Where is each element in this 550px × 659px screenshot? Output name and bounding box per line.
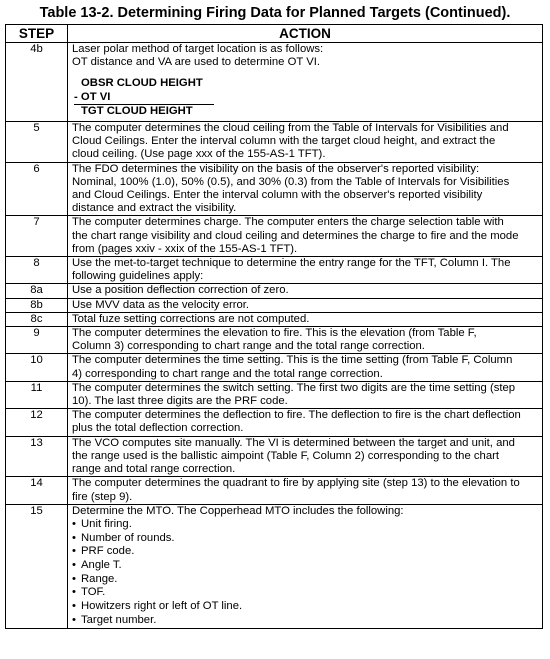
action-line: The computer determines the cloud ceiling from the Table of Intervals for Visibilities and bbox=[72, 122, 509, 135]
list-item: • Number of rounds. bbox=[72, 532, 538, 546]
table-row bbox=[6, 436, 543, 477]
action-line: The VCO computes site manually. The VI is determined between the target and unit, and bbox=[72, 436, 515, 449]
firing-data-table bbox=[5, 24, 543, 629]
action-line: Total fuze setting corrections are not computed. bbox=[72, 312, 310, 325]
formula-line: - OT VI bbox=[74, 91, 214, 105]
table-row bbox=[6, 216, 543, 257]
action-line: The computer determines the deflection to fire. The deflection to fire is the chart deflection bbox=[72, 409, 521, 422]
action-line: and Cloud Ceilings. Enter the interval column with the observer's reported visibility bbox=[72, 189, 483, 202]
action-line: Nominal, 100% (1.0), 50% (0.5), and 30% (0.3) from the Table of Intervals for Visibilities bbox=[72, 175, 510, 188]
action-cell bbox=[68, 409, 543, 436]
step-cell: 5 bbox=[6, 122, 68, 163]
action-cell bbox=[68, 504, 543, 628]
table-title: Table 13-2. Determining Firing Data for Planned Targets (Continued). bbox=[39, 5, 511, 21]
action-line: the range used is the ballistic aimpoint (Table F, Column 2) corresponding to the chart bbox=[72, 449, 499, 462]
action-line: The computer determines the quadrant to fire by applying site (step 13) to the elevation to bbox=[72, 477, 520, 490]
action-line: The computer determines the switch setting. The first two digits are the time setting (step bbox=[72, 381, 516, 394]
action-cell bbox=[68, 43, 543, 122]
action-line: from (pages xxiv - xxix of the 155-AS-1 TFT). bbox=[72, 242, 298, 255]
action-line: Use a position deflection correction of zero. bbox=[72, 284, 289, 297]
step-cell: 15 bbox=[6, 504, 68, 628]
list-item: • Range. bbox=[72, 573, 538, 587]
action-column-header: ACTION bbox=[68, 25, 543, 43]
action-line: OT distance and VA are used to determine OT VI. bbox=[72, 56, 321, 69]
step-cell: 8 bbox=[6, 257, 68, 284]
step-cell: 12 bbox=[6, 409, 68, 436]
action-line: Column 3) corresponding to chart range and the total range correction. bbox=[72, 340, 425, 353]
formula-result: TGT CLOUD HEIGHT bbox=[81, 104, 193, 117]
action-line: The FDO determines the visibility on the basis of the observer's reported visibility: bbox=[72, 162, 480, 175]
action-line: range and total range correction. bbox=[72, 463, 236, 476]
step-cell: 7 bbox=[6, 216, 68, 257]
action-line: Cloud Ceilings. Enter the interval column with the target cloud height, and extract the bbox=[72, 135, 496, 148]
action-cell bbox=[68, 354, 543, 381]
action-line: fire (step 9). bbox=[72, 490, 133, 503]
table-row bbox=[6, 409, 543, 436]
action-cell bbox=[68, 312, 543, 326]
action-cell bbox=[68, 381, 543, 408]
step-cell: 11 bbox=[6, 381, 68, 408]
table-row bbox=[6, 354, 543, 381]
action-line: The computer determines charge. The computer enters the charge selection table with bbox=[72, 216, 504, 229]
step-cell: 14 bbox=[6, 477, 68, 504]
step-cell: 9 bbox=[6, 327, 68, 354]
step-cell: 8c bbox=[6, 312, 68, 326]
table-header-row bbox=[6, 25, 543, 43]
action-cell bbox=[68, 284, 543, 298]
action-line: following guidelines apply: bbox=[72, 270, 204, 283]
table-row bbox=[6, 477, 543, 504]
action-line: The computer determines the elevation to fire. This is the elevation (from Table F, bbox=[72, 327, 477, 340]
action-cell bbox=[68, 298, 543, 312]
action-line: Determine the MTO. The Copperhead MTO includes the following: bbox=[72, 504, 404, 517]
mto-list bbox=[72, 518, 538, 628]
table-row bbox=[6, 298, 543, 312]
action-line: 4) corresponding to chart range and the total range correction. bbox=[72, 367, 383, 380]
action-cell bbox=[68, 327, 543, 354]
action-cell bbox=[68, 436, 543, 477]
step-cell: 8b bbox=[6, 298, 68, 312]
table-row bbox=[6, 122, 543, 163]
action-cell bbox=[68, 162, 543, 216]
step-column-header: STEP bbox=[6, 25, 68, 43]
action-line: Use the met-to-target technique to determine the entry range for the TFT, Column I. The bbox=[72, 257, 511, 270]
action-cell bbox=[68, 257, 543, 284]
action-line: Use MVV data as the velocity error. bbox=[72, 298, 250, 311]
step-cell: 13 bbox=[6, 436, 68, 477]
list-item: • PRF code. bbox=[72, 545, 538, 559]
action-line: cloud ceiling. (Use page xxx of the 155-AS-1 TFT). bbox=[72, 148, 326, 161]
table-row bbox=[6, 504, 543, 628]
table-row bbox=[6, 162, 543, 216]
step-cell: 6 bbox=[6, 162, 68, 216]
action-line: distance and extract the visibility. bbox=[72, 202, 237, 215]
table-row bbox=[6, 284, 543, 298]
table-row bbox=[6, 327, 543, 354]
action-line: the chart range visibility and cloud ceiling and determines the charge to fire and the mode bbox=[72, 229, 519, 242]
formula-line: OBSR CLOUD HEIGHT bbox=[81, 77, 203, 90]
list-item: • TOF. bbox=[72, 586, 538, 600]
table-row bbox=[6, 312, 543, 326]
action-cell bbox=[68, 216, 543, 257]
table-row bbox=[6, 257, 543, 284]
action-line: 10). The last three digits are the PRF code. bbox=[72, 395, 288, 408]
list-item: • Howitzers right or left of OT line. bbox=[72, 600, 538, 614]
table-row bbox=[6, 381, 543, 408]
step-cell: 8a bbox=[6, 284, 68, 298]
action-cell bbox=[68, 477, 543, 504]
table-row bbox=[6, 43, 543, 122]
action-cell bbox=[68, 122, 543, 163]
action-line: The computer determines the time setting. This is the time setting (from Table F, Column bbox=[72, 354, 513, 367]
action-line: Laser polar method of target location is as follows: bbox=[72, 43, 324, 55]
list-item: • Angle T. bbox=[72, 559, 538, 573]
cloud-height-formula bbox=[74, 77, 214, 121]
list-item: • Target number. bbox=[72, 614, 538, 628]
step-cell: 4b bbox=[6, 43, 68, 122]
action-line: plus the total deflection correction. bbox=[72, 422, 244, 435]
list-item: • Unit firing. bbox=[72, 518, 538, 532]
step-cell: 10 bbox=[6, 354, 68, 381]
